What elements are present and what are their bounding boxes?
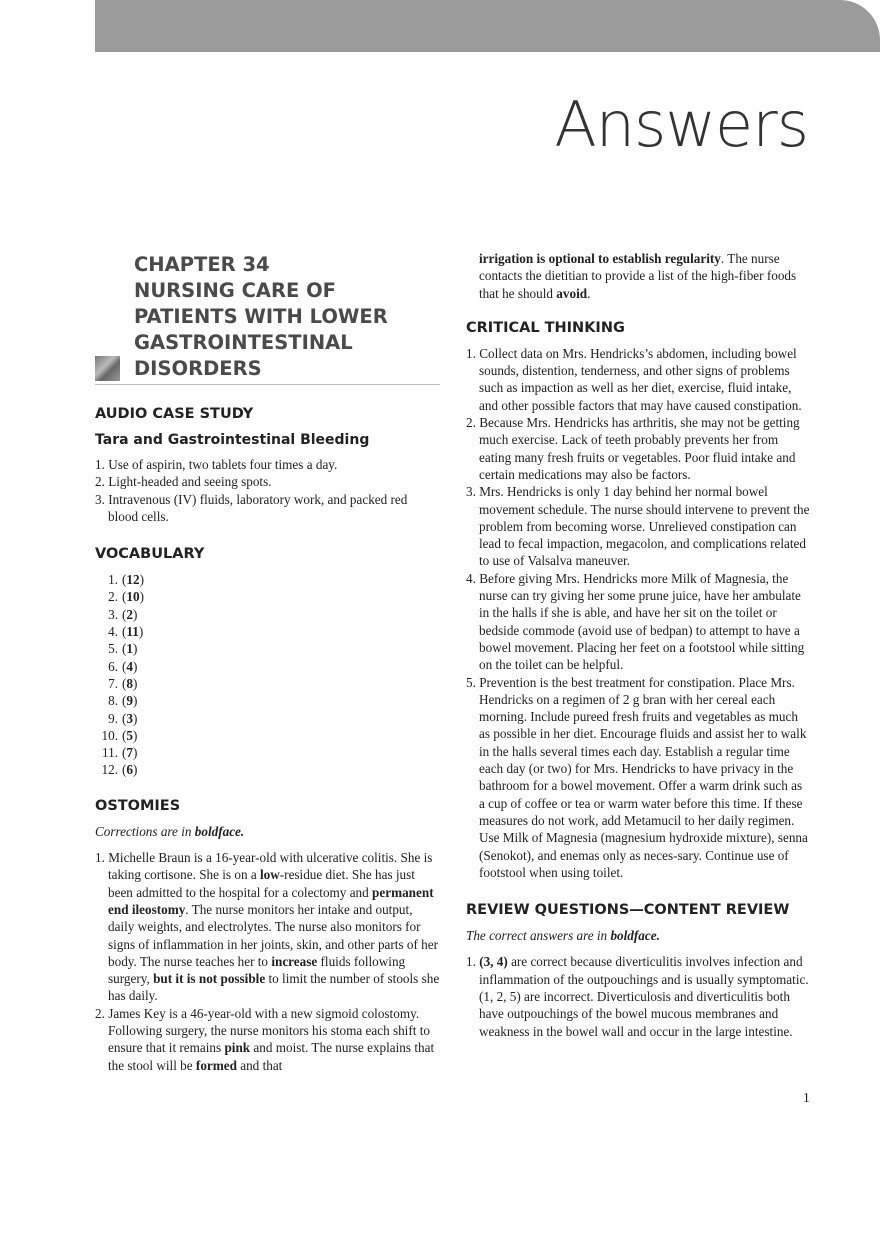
item-answer: 8 [126, 675, 133, 691]
text-run: 2. Light-headed and seeing spots. [95, 474, 272, 490]
vocabulary-item: 9. (3) [95, 710, 440, 727]
bold-text: boldface. [610, 928, 660, 944]
item-number: 12. [101, 762, 118, 778]
text-run: to limit the number of stools she has daily. [108, 971, 440, 1004]
text-run: 1. Collect data on Mrs. Hendricks’s abdomen, including bowel sounds, distention, tenderness, and other signs of problems such as impaction as well as her diet, exercise, fluid intake, and other possible factors that may have caused constipation. [466, 345, 802, 413]
item-answer: 6 [126, 762, 133, 778]
bold-text: formed [195, 1057, 237, 1073]
vocabulary-item: 5. (1) [95, 640, 440, 657]
item-number: 6. [108, 658, 118, 674]
bold-text: avoid [556, 285, 588, 301]
bold-text: boldface. [194, 823, 245, 839]
review-list [466, 953, 811, 1039]
list-item [466, 345, 811, 414]
bold-text: irrigation is optional to establish regularity [479, 251, 721, 266]
item-number: 1. [108, 572, 118, 588]
list-item [466, 953, 811, 1039]
item-answer: 9 [126, 693, 133, 709]
text-run: are correct because diverticulitis involves infection and inflammation of the outpouchings and is usually symptomatic. (1, 2, 5) are incorrect. Diverticulosis and diverticulitis both have outpouchings of the bowel mucous membranes and weakness in the bowel wall and occur in the large intestine. [479, 954, 809, 1039]
bold-text: permanent end ileostomy [108, 884, 434, 917]
item-number: 3. [108, 606, 118, 622]
text-run: . The nurse monitors her intake and output, daily weights, and electrolytes. The nurse also monitors for signs of inflammation in her joints, skin, and other parts of her body. The nurse teaches her to [108, 901, 438, 969]
list-item [95, 849, 440, 1005]
vocabulary-item: 11. (7) [95, 744, 440, 761]
item-answer: 5 [126, 727, 133, 743]
vocabulary-list [95, 571, 440, 779]
bold-text: pink [224, 1040, 251, 1056]
list-item [95, 491, 440, 526]
item-answer: 2 [126, 606, 133, 622]
text-run: 3. Mrs. Hendricks is only 1 day behind her normal bowel movement schedule. The nurse should intervene to prevent the problem from becoming worse. Unrelieved constipation can lead to fecal impaction, megacolon, and complications related to use of Valsalva maneuver. [466, 484, 810, 569]
text-run: Corrections are in [95, 823, 195, 839]
text-run: -residue diet. She has just been admitted to the hospital for a colectomy and [108, 867, 415, 900]
ostomies-note [95, 823, 440, 840]
list-item [466, 483, 811, 569]
text-run: 1. Michelle Braun is a 16-year-old with ulcerative colitis. She is taking cortisone. She is on a [95, 850, 433, 883]
list-item [95, 473, 440, 490]
right-column [466, 250, 811, 1040]
audio-list [95, 456, 440, 525]
text-run: 2. Because Mrs. Hendricks has arthritis, she may not be getting much exercise. Lack of teeth probably prevents her from eating many fresh fruits or vegetables. Poor fluid intake and certain medications may also be factors. [466, 415, 800, 482]
vocabulary-item: 6. (4) [95, 658, 440, 675]
vocabulary-item: 7. (8) [95, 675, 440, 692]
page-number: 1 [803, 1090, 810, 1105]
item-number: 8. [108, 693, 118, 709]
text-run: 2. James Key is a 46-year-old with a new sigmoid colostomy. Following surgery, the nurse monitors his stoma each shift to ensure that it remains [95, 1005, 430, 1056]
left-column [95, 252, 440, 1074]
bold-text: increase [271, 953, 318, 969]
text-run: and that [236, 1057, 283, 1073]
item-answer: 11 [126, 624, 139, 640]
bold-text: (3, 4) [479, 954, 508, 970]
ostomies-continuation [466, 250, 811, 302]
item-number: 7. [108, 675, 118, 691]
vocabulary-item: 1. (12) [95, 571, 440, 588]
item-number: 9. [108, 710, 118, 726]
item-answer: 12 [126, 572, 140, 588]
header-bar [95, 0, 880, 52]
vocabulary-item: 4. (11) [95, 623, 440, 640]
text-run: . [587, 285, 591, 301]
item-number: 5. [108, 641, 118, 657]
vocabulary-item: 3. (2) [95, 606, 440, 623]
chapter-heading-line: DISORDERS [134, 357, 262, 380]
text-run: 1. [466, 954, 480, 970]
list-item [466, 570, 811, 674]
item-number: 4. [108, 624, 118, 640]
section-heading-ostomies: OSTOMIES [95, 797, 181, 814]
chapter-heading-line: PATIENTS WITH LOWER [134, 305, 388, 328]
vocabulary-item: 2. (10) [95, 588, 440, 605]
critical-list [466, 345, 811, 881]
chapter-heading-line: GASTROINTESTINAL [134, 331, 353, 354]
list-item [95, 456, 440, 473]
chapter-heading-line: NURSING CARE OF [134, 279, 337, 302]
section-heading-review-questions: REVIEW QUESTIONS—CONTENT REVIEW [466, 902, 790, 919]
vocabulary-item: 10. (5) [95, 727, 440, 744]
list-item [95, 1005, 440, 1074]
list-item [466, 414, 811, 483]
section-heading-audio: AUDIO CASE STUDY [95, 406, 254, 422]
bold-text: low [260, 867, 280, 883]
section-heading-critical-thinking: CRITICAL THINKING [466, 319, 625, 336]
page-title: Answers [554, 88, 808, 161]
chapter-heading [95, 252, 440, 385]
text-run: 1. Use of aspirin, two tablets four times a day. [95, 457, 338, 472]
text-run: 4. Before giving Mrs. Hendricks more Milk of Magnesia, the nurse can try giving her some prune juice, have her ambulate in the halls if she is able, and have her sit on the toilet or bedside commode (avoid use of bedpan) to attempt to have a bowel movement. Placing her feet on a footstool while sitting on the toilet can be helpful. [466, 570, 805, 673]
chapter-image-icon [95, 356, 120, 381]
item-answer: 3 [126, 710, 133, 726]
review-note [466, 927, 811, 944]
audio-subheading: Tara and Gastrointestinal Bleeding [95, 432, 370, 448]
item-answer: 10 [126, 589, 140, 605]
vocabulary-item: 8. (9) [95, 692, 440, 709]
item-answer: 1 [126, 641, 133, 657]
item-number: 2. [108, 589, 118, 605]
item-answer: 4 [126, 658, 133, 674]
text-run: fluids following surgery, [108, 953, 406, 987]
ostomies-list [95, 849, 440, 1074]
item-number: 10. [101, 727, 118, 743]
text-run: 5. Prevention is the best treatment for constipation. Place Mrs. Hendricks on a regimen of 2 g bran with her cereal each morning. Include pureed fresh fruits and vegetables as much as possible in her diet. Encourage fluids and assist her to walk in the halls several times each day. Establish a regular time each day (or two) for Mrs. Hendricks to have privacy in the bathroom for a bowel movement. Offer a warm drink such as a cup of coffee or tea or warm water before this time. If these measures do not work, add Metamucil to her daily regimen. Use Milk of Magnesia (magnesium hydroxide mixture), senna (Senokot), and enemas only as neces-sary. Continue use of footstool when using toilet. [466, 674, 808, 880]
bold-text: but it is not possible [153, 971, 266, 987]
text-run: and moist. The nurse explains that the stool will be [108, 1040, 435, 1073]
item-number: 11. [102, 745, 118, 761]
vocabulary-item: 12. (6) [95, 761, 440, 778]
section-heading-vocabulary: VOCABULARY [95, 546, 205, 563]
list-item [466, 674, 811, 882]
chapter-heading-line: CHAPTER 34 [134, 253, 270, 276]
text-run: 3. Intravenous (IV) fluids, laboratory work, and packed red blood cells. [95, 491, 408, 524]
item-answer: 7 [126, 745, 133, 761]
text-run: The correct answers are in [466, 928, 611, 944]
text-run: . The nurse contacts the dietitian to provide a list of the high-fiber foods that he should [479, 251, 797, 301]
